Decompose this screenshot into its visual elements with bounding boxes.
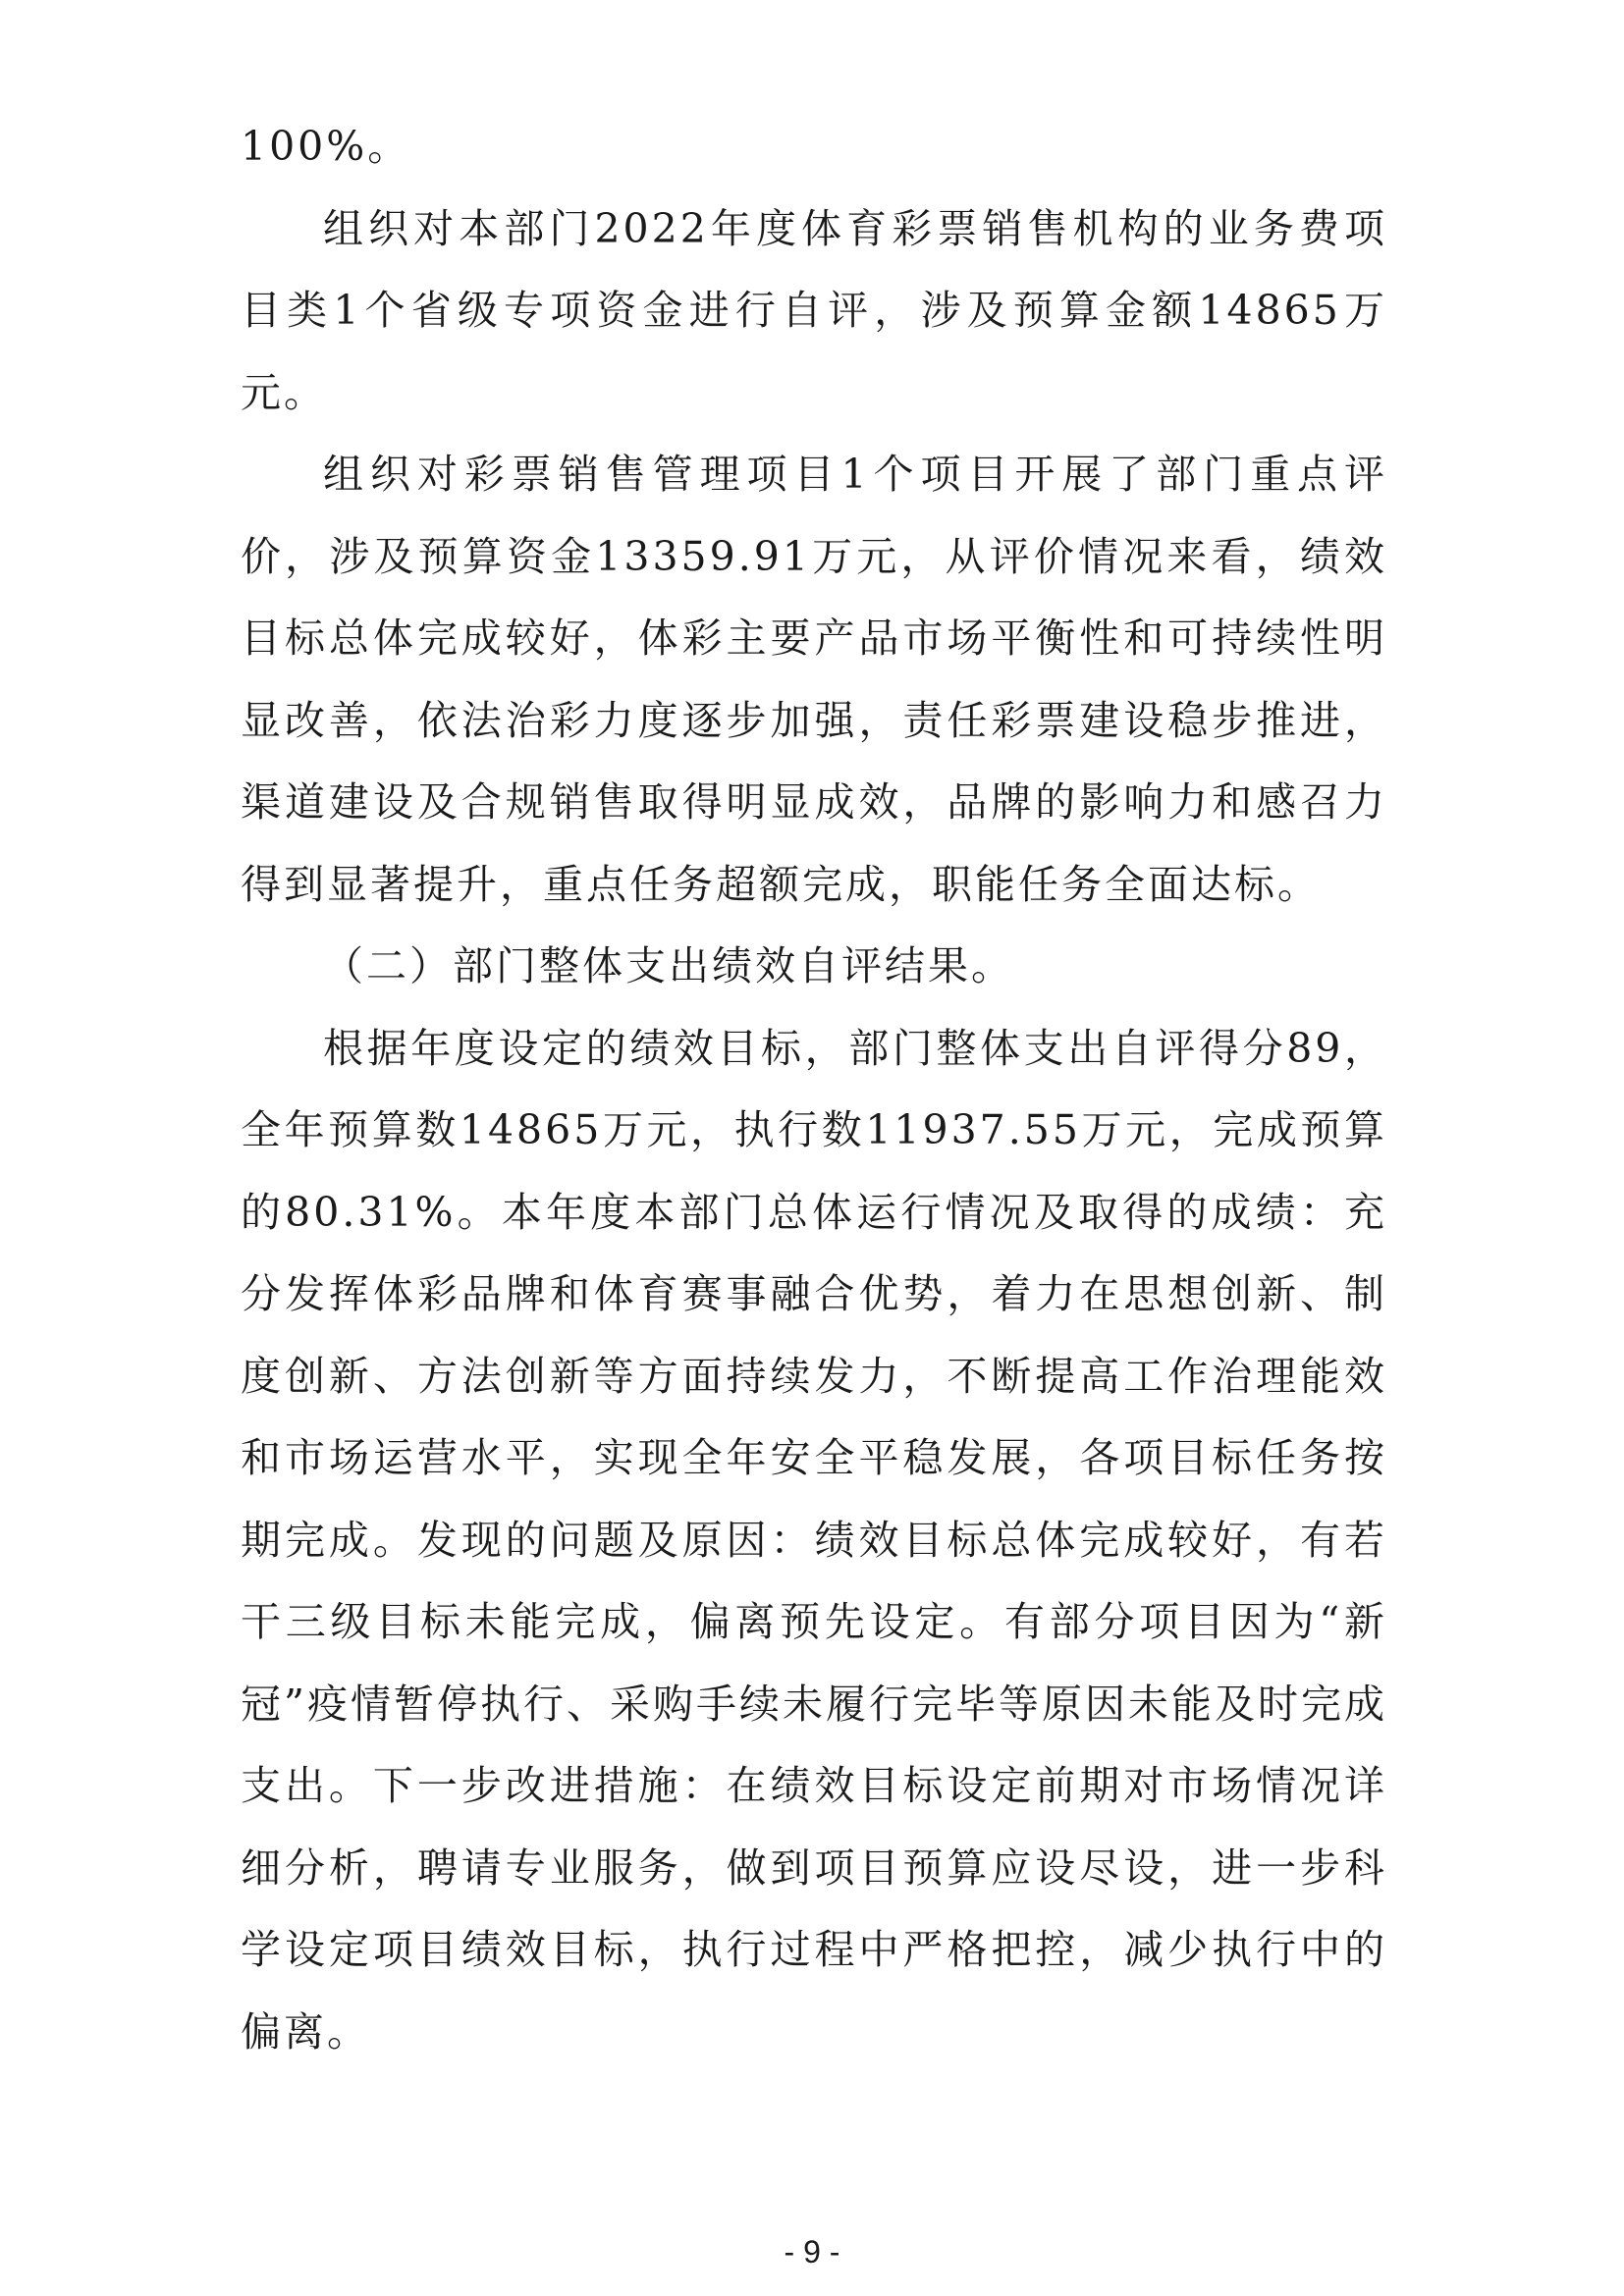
paragraph-provincial-fund-evaluation: 组织对本部门2022年度体育彩票销售机构的业务费项目类1个省级专项资金进行自评，涉及预算金额14865万元。: [241, 204, 1387, 416]
paragraph-overall-expenditure: 根据年度设定的绩效目标，部门整体支出自评得分89，全年预算数14865万元，执行数11937.55万元，完成预算的80.31%。本年度本部门总体运行情况及取得的成绩：充分发挥体彩品牌和体育赛事融合优势，着力在思想创新、制度创新、方法创新等方面持续发力，不断提高工作治理能效和市场运营水平，实现全年安全平稳发展，各项目标任务按期完成。发现的问题及原因：绩效目标总体完成较好，有若干三级目标未能完成，偏离预先设定。有部分项目因为“新冠”疫情暂停执行、采购手续未履行完毕等原因未能及时完成支出。下一步改进措施：在绩效目标设定前期对市场情况详细分析，聘请专业服务，做到项目预算应设尽设，进一步科学设定项目绩效目标，执行过程中严格把控，减少执行中的偏离。: [241, 1024, 1387, 2056]
page-number: - 9 -: [784, 2234, 840, 2269]
section-heading: （二）部门整体支出绩效自评结果。: [323, 942, 1014, 989]
document-body: [241, 106, 1387, 2073]
paragraph-key-evaluation: 组织对彩票销售管理项目1个项目开展了部门重点评价，涉及预算资金13359.91万元，从评价情况来看，绩效目标总体完成较好，体彩主要产品市场平衡性和可持续性明显改善，依法治彩力度逐步加强，责任彩票建设稳步推进，渠道建设及合规销售取得明显成效，品牌的影响力和感召力得到显著提升，重点任务超额完成，职能任务全面达标。: [241, 451, 1387, 908]
paragraph-continuation: 100%。: [241, 123, 411, 170]
